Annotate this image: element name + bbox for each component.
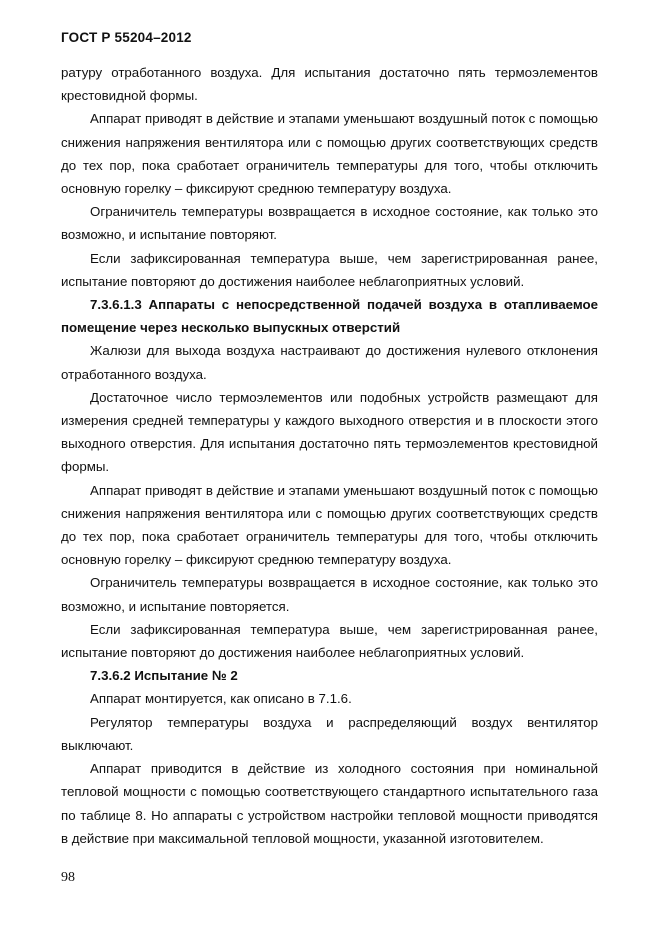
paragraph: Жалюзи для выхода воздуха настраивают до достижения нулевого отклонения отработанного воздуха. xyxy=(61,343,598,382)
paragraph: Регулятор температуры воздуха и распределяющий воздух вентилятор выключают. xyxy=(61,714,598,753)
document-header: ГОСТ Р 55204–2012 xyxy=(61,30,192,45)
paragraph: Аппарат приводят в действие и этапами уменьшают воздушный поток с помощью снижения напряжения вентилятора или с помощью других соответствующих средств до тех пор, пока сработает ограничитель температуры для того, чтобы отключить основную горелку – фиксируют среднюю температуру воздуха. xyxy=(61,482,598,568)
page-number: 98 xyxy=(61,870,75,885)
paragraph: Достаточное число термоэлементов или подобных устройств размещают для измерения средней температуры у каждого выходного отверстия и в плоскости этого выходного отверстия. Для испытания достаточно пять термоэлементов крестовидной формы. xyxy=(61,389,598,475)
paragraph: Если зафиксированная температура выше, чем зарегистрированная ранее, испытание повторяют до достижения наиболее неблагоприятных условий. xyxy=(61,250,598,289)
document-body xyxy=(61,61,598,850)
paragraph: Ограничитель температуры возвращается в исходное состояние, как только это возможно, и испытание повторяется. xyxy=(61,575,598,614)
paragraph: Ограничитель температуры возвращается в исходное состояние, как только это возможно, и испытание повторяют. xyxy=(61,204,598,243)
section-heading: 7.3.6.1.3 Аппараты с непосредственной подачей воздуха в отапливаемое помещение через несколько выпускных отверстий xyxy=(61,297,598,336)
paragraph: Аппарат приводится в действие из холодного состояния при номинальной тепловой мощности с помощью соответствующего стандартного испытательного газа по таблице 8. Но аппараты с устройством настройки тепловой мощности приводятся в действие при максимальной тепловой мощности, указанной изготовителем. xyxy=(61,761,598,846)
section-heading: 7.3.6.2 Испытание № 2 xyxy=(90,668,238,684)
paragraph: ратуру отработанного воздуха. Для испытания достаточно пять термоэлементов крестовидной формы. xyxy=(61,65,598,104)
paragraph: Аппарат монтируется, как описано в 7.1.6. xyxy=(90,691,352,707)
paragraph: Если зафиксированная температура выше, чем зарегистрированная ранее, испытание повторяют до достижения наиболее неблагоприятных условий. xyxy=(61,621,598,661)
paragraph: Аппарат приводят в действие и этапами уменьшают воздушный поток с помощью снижения напряжения вентилятора или с помощью других соответствующих средств до тех пор, пока сработает ограничитель температуры для того, чтобы отключить основную горелку – фиксируют среднюю температуру воздуха. xyxy=(61,111,598,197)
